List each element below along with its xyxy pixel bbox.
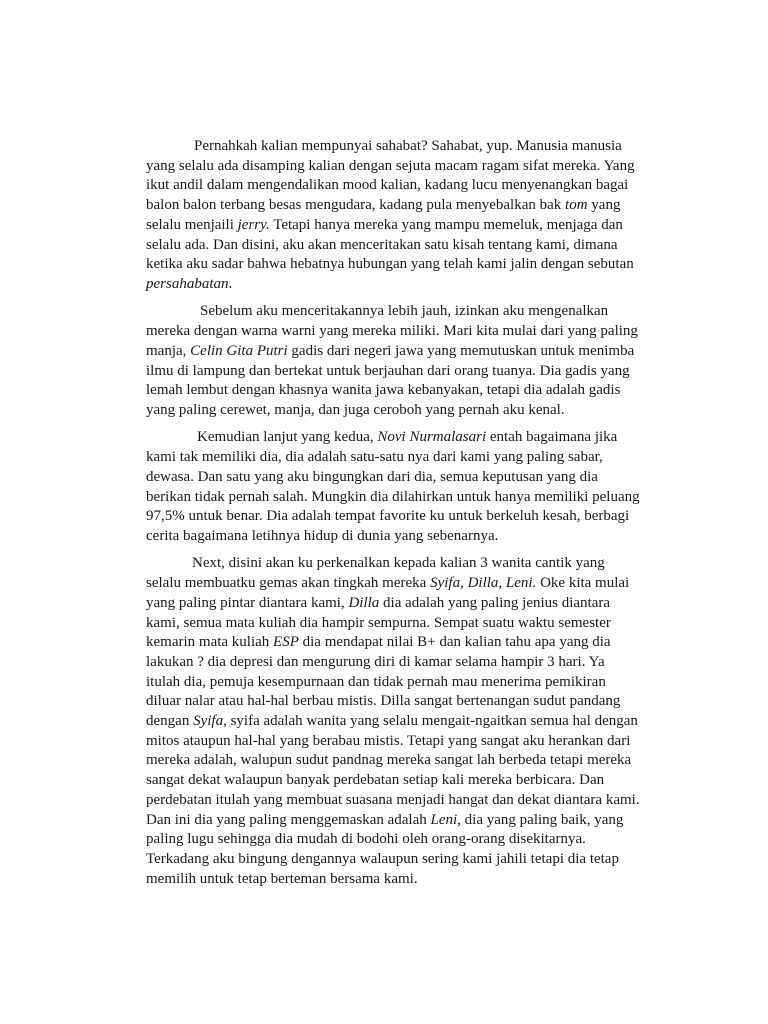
text-run: lemah lembut dengan khasnya wanita jawa kebanyakan, tetapi dia adalah gadis [146, 382, 621, 399]
text-run: gadis dari negeri jawa yang memutuskan untuk menimba [287, 342, 635, 359]
text-run: dengan [146, 713, 194, 730]
text-run: perdebatan itulah yang membuat suasana menjadi hangat dan dekat diantara kami. [146, 791, 640, 808]
text-line [146, 732, 632, 752]
text-line [146, 751, 632, 771]
text-run: mereka dengan warna warni yang mereka miliki. Mari kita mulai dari yang paling [146, 323, 638, 340]
text-run: itulah dia, pemuja kesempurnaan dan tidak pernah mau menerima pemikiran [146, 673, 606, 690]
italic-text: persahabatan [146, 275, 229, 292]
text-line [146, 448, 632, 468]
paragraph [146, 428, 640, 546]
italic-text: Dilla [348, 594, 380, 611]
paragraph [146, 554, 640, 889]
text-line [146, 633, 632, 653]
text-line [146, 236, 632, 256]
text-run: yang [587, 197, 621, 214]
text-line [146, 342, 635, 362]
text-run: dewasa. Dan satu yang aku bingungkan dari dia, semua keputusan yang dia [146, 468, 598, 485]
text-run: Sebelum aku menceritakannya lebih jauh, izinkan aku mengenalkan [200, 303, 609, 320]
text-run: kami tak memiliki dia, dia adalah satu-satu nya dari kami yang paling sabar, [146, 449, 603, 466]
text-line [146, 791, 640, 811]
text-run: berikan tidak pernah salah. Mungkin dia dilahirkan untuk hanya memiliki peluang [146, 488, 640, 505]
text-line [146, 507, 632, 527]
text-run: . [228, 275, 233, 292]
text-run: yang selalu ada disamping kalian dengan sejuta macam ragam sifat mereka. Yang [146, 157, 635, 174]
text-run: cerita bagaimana letihnya hidup di dunia yang sebenarnya. [146, 527, 499, 544]
text-line [146, 554, 632, 574]
document-body [146, 137, 640, 897]
text-run: yang paling pintar diantara kami, [146, 594, 349, 611]
text-line [146, 428, 632, 448]
text-line [146, 275, 632, 295]
text-line [146, 850, 632, 870]
text-run: dia yang paling baik, yang [460, 811, 624, 828]
text-run: memilih untuk tetap berteman bersama kami. [146, 870, 418, 887]
text-run: manja, [146, 342, 191, 359]
text-run: yang paling cerewet, manja, dan juga ceroboh yang pernah aku kenal. [146, 401, 565, 418]
text-run: ikut andil dalam mengendalikan mood kalian, kadang lucu menyenangkan bagai [146, 177, 629, 194]
text-run: ketika aku sadar bahwa hebatnya hubungan yang telah kami jalin dengan sebutan [146, 256, 634, 273]
text-run: 97,5% untuk benar. Dia adalah tempat favorite ku untuk berkeluh kesah, berbagi [146, 508, 630, 525]
paragraph [146, 137, 635, 295]
text-line [146, 468, 632, 488]
text-run: Dan ini dia yang paling menggemaskan adalah [146, 811, 431, 828]
text-line [146, 401, 632, 421]
text-line [146, 381, 632, 401]
text-line [146, 771, 632, 791]
text-run: Kemudian lanjut yang kedua, [197, 429, 378, 446]
text-line [146, 137, 632, 157]
text-line [146, 157, 635, 177]
italic-text: tom [565, 197, 588, 214]
text-run: Next, disini akan ku perkenalkan kepada kalian 3 wanita cantik yang [192, 555, 605, 572]
text-line [146, 176, 632, 196]
text-run: Pernahkah kalian mempunyai sahabat? Sahabat, yup. Manusia manusia [194, 138, 622, 154]
text-run: entah bagaimana jika [486, 429, 618, 446]
text-run: selalu menjaili [146, 216, 238, 233]
text-line [146, 830, 632, 850]
text-line [146, 653, 632, 673]
text-run: selalu ada. Dan disini, aku akan menceritakan satu kisah tentang kami, dimana [146, 236, 618, 253]
text-run: ilmu di lampung dan bertekat untuk berjauhan dari orang tuanya. Dia gadis yang [146, 362, 630, 379]
text-line [146, 574, 632, 594]
text-line [146, 712, 638, 732]
text-run: mereka adalah, walupun sudut pandnag mereka sangat lah berbeda tetapi mereka [146, 752, 632, 769]
text-line [146, 692, 632, 712]
text-run: sangat dekat walaupun banyak perdebatan setiap kali mereka berbicara. Dan [146, 772, 605, 789]
text-line [146, 322, 638, 342]
text-line [146, 673, 632, 693]
text-run: Terkadang aku bingung dengannya walaupun sering kami jahili tetapi dia tetap [146, 851, 619, 867]
text-line [146, 870, 632, 890]
text-run: Oke kita mulai [536, 575, 630, 592]
italic-text: ESP [273, 634, 299, 651]
text-run: dia adalah yang paling jenius diantara [379, 594, 611, 611]
italic-text: Novi Nurmalasari [377, 429, 487, 446]
text-line [146, 255, 632, 275]
paragraph [146, 302, 638, 420]
text-line [146, 594, 632, 614]
text-run: kami, semua mata kuliah dia hampir sempurna. Sempat suatu waktu semester [146, 614, 611, 631]
italic-text: Syifa, Dilla, Leni. [430, 575, 537, 592]
text-run: diluar nalar atau hal-hal berbau mistis. Dilla sangat bertenangan sudut pandang [146, 693, 621, 710]
text-run: dia mendapat nilai B+ dan kalian tahu apa yang dia [298, 634, 611, 651]
text-line [146, 811, 632, 831]
text-line [146, 216, 632, 236]
text-run: , syifa adalah wanita yang selalu mengait-ngaitkan semua hal dengan [223, 713, 638, 730]
italic-text: Celin Gita Putri [190, 342, 288, 359]
text-line [146, 196, 632, 216]
text-line [146, 362, 632, 382]
italic-text: Syifa [193, 713, 224, 730]
text-line [146, 488, 640, 508]
text-run: kemarin mata kuliah [146, 634, 274, 651]
text-run: paling lugu sehingga dia mudah di bodohi oleh orang-orang disekitarnya. [146, 831, 586, 848]
text-run: mitos ataupun hal-hal yang berabau mistis. Tetapi yang sangat aku herankan dari [146, 732, 631, 749]
text-run: Tetapi hanya mereka yang mampu memeluk, menjaga dan [269, 216, 623, 233]
text-run: selalu membuatku gemas akan tingkah mereka [146, 575, 431, 592]
text-line [146, 527, 632, 547]
text-run: balon balon terbang besas mengudara, kadang pula menyebalkan bak [146, 197, 566, 214]
text-run: lakukan ? dia depresi dan mengurung diri di kamar selama hampir 3 hari. Ya [146, 653, 605, 670]
text-line [146, 614, 632, 634]
italic-text: Leni, [430, 811, 461, 828]
text-line [146, 302, 632, 322]
italic-text: jerry. [237, 216, 270, 233]
